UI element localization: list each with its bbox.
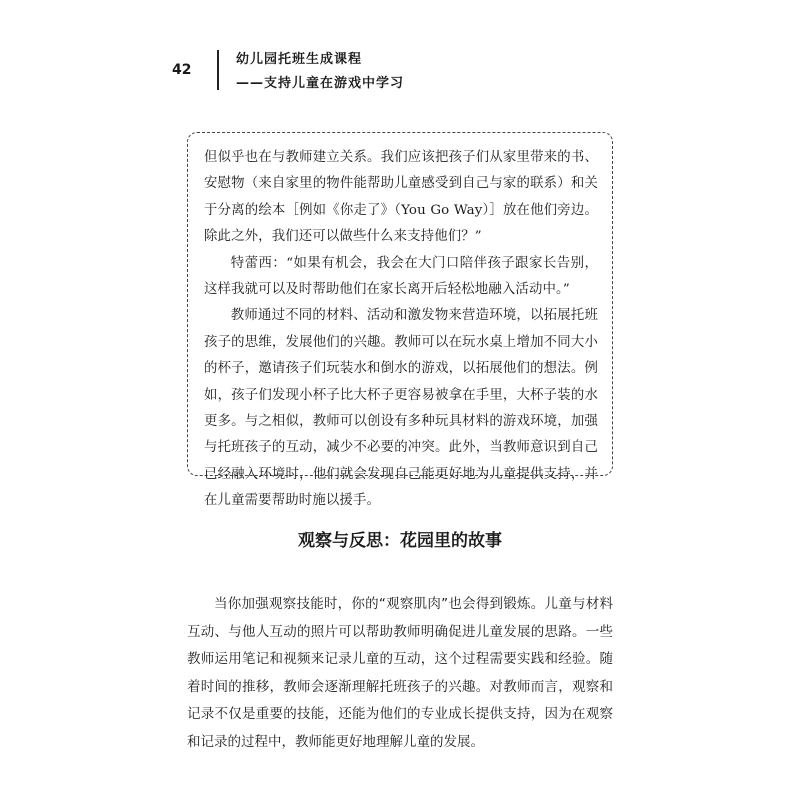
book-subtitle: ——支持儿童在游戏中学习 xyxy=(236,76,405,91)
book-title: 幼儿园托班生成课程 xyxy=(236,52,363,67)
section-heading: 观察与反思：花园里的故事 xyxy=(298,531,502,551)
page-number: 42 xyxy=(172,62,192,78)
header-divider xyxy=(217,50,219,90)
dialogue-paragraph-environment: 教师通过不同的材料、活动和激发物来营造环境，以拓展托班孩子的思维，发展他们的兴趣。教师可以在玩水桌上增加不同大小的杯子，邀请孩子们玩装水和倒水的游戏，以拓展他们的想法。例如，孩子们发现小杯子比大杯子更容易被拿在手里，大杯子装的水更多。与之相似，教师可以创设有多种玩具材料的游戏环境，加强与托班孩子的互动，减少不必要的冲突。此外，当教师意识到自己已经融入环境时，他们就会发现自己能更好地为儿童提供支持，并在儿童需要帮助时施以援手。 xyxy=(204,308,598,509)
body-paragraph: 当你加强观察技能时，你的“观察肌肉”也会得到锻炼。儿童与材料互动、与他人互动的照片可以帮助教师明确促进儿童发展的思路。一些教师运用笔记和视频来记录儿童的互动，这个过程需要实践和经验。随着时间的推移，教师会逐渐理解托班孩子的兴趣。对教师而言，观察和记录不仅是重要的技能，还能为他们的专业成长提供支持，因为在观察和记录的过程中，教师能更好地理解儿童的发展。 xyxy=(187,596,613,750)
dialogue-paragraph-tracy: 特蕾西：“如果有机会，我会在大门口陪伴孩子跟家长告别，这样我就可以及时帮助他们在家长离开后轻松地融入活动中。” xyxy=(204,255,598,298)
dialogue-paragraph-continued: 但似乎也在与教师建立关系。我们应该把孩子们从家里带来的书、安慰物（来自家里的物件能帮助儿童感受到自己与家的联系）和关于分离的绘本［例如《你走了》（You Go Way）］放在他们旁边。除此之外，我们还可以做些什么来支持他们？” xyxy=(204,150,598,245)
dialogue-box xyxy=(187,132,613,509)
